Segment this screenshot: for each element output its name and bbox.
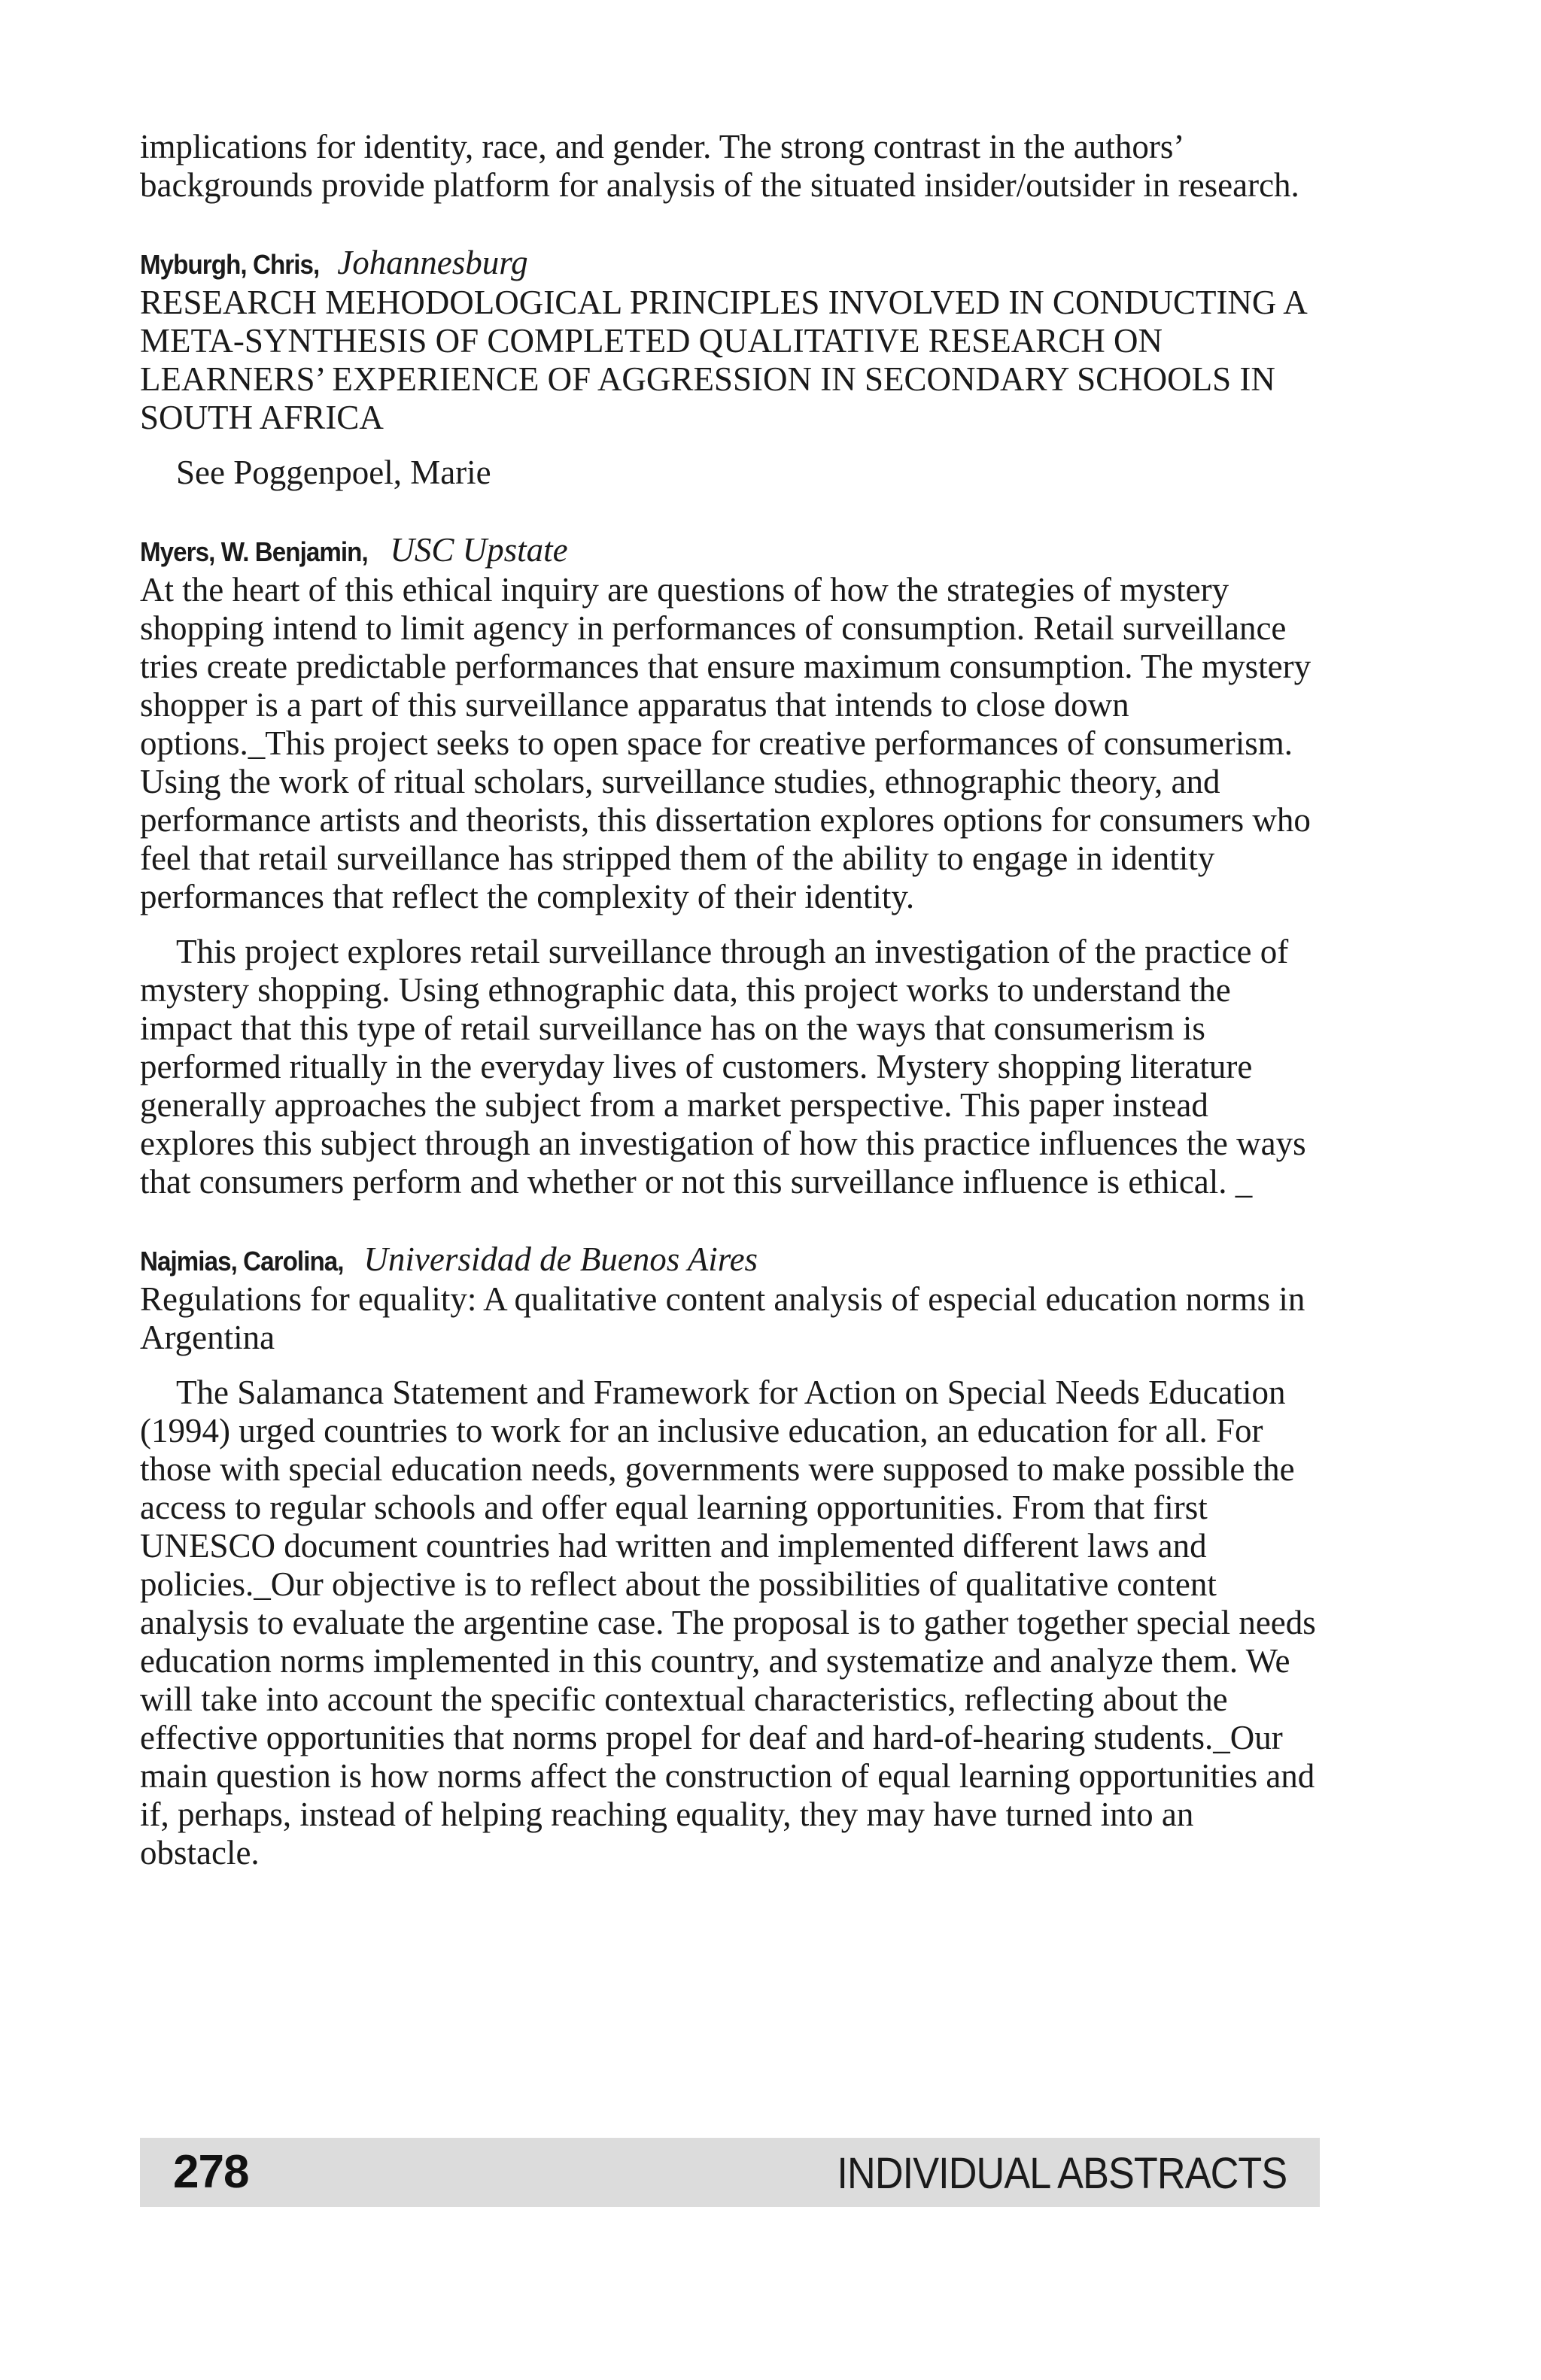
intro-paragraph: implications for identity, race, and gender. The strong contrast in the authors’ backgrounds provide platform for analysis of the situated insider/outsider in research. [140,128,1299,204]
entry-heading [140,531,1321,571]
page-content [140,128,1321,1872]
author-name: Myers, W. Benjamin, [140,536,368,567]
author-affiliation: Johannesburg [337,244,528,281]
author-affiliation: Universidad de Buenos Aires [363,1240,758,1278]
page-footer [140,2138,1320,2207]
abstract-title: Regulations for equality: A qualitative content analysis of especial education norms in Argentina [140,1280,1305,1356]
abstract-paragraph: At the heart of this ethical inquiry are questions of how the strategies of mystery shopping intend to limit agency in performances of consumption. Retail surveillance tries create predictable performances that ensure maximum consumption. The mystery shopper is a part of this surveillance apparatus that intends to close down options._This project seeks to open space for creative performances of consumerism. Using the work of ritual scholars, surveillance studies, ethnographic theory, and performance artists and theorists, this dissertation explores options for consumers who feel that retail surveillance has stripped them of the ability to engage in identity performances that reflect the complexity of their identity. [140,571,1312,915]
entry-heading [140,1240,1321,1280]
see-also-reference: See Poggenpoel, Marie [176,454,491,491]
abstract-paragraph: The Salamanca Statement and Framework for Action on Special Needs Education (1994) urged countries to work for an inclusive education, an education for all. For those with special education needs, governments were supposed to make possible the access to regular schools and offer equal learning opportunities. From that first UNESCO document countries had written and implemented different laws and policies._Our objective is to reflect about the possibilities of qualitative content analysis to evaluate the argentine case. The proposal is to gather together special needs education norms implemented in this country, and systematize and analyze them. We will take into account the specific contextual characteristics, reflecting about the effective opportunities that norms propel for deaf and hard-of-hearing students._Our main question is how norms affect the construction of equal learning opportunities and if, perhaps, instead of helping reaching equality, they may have turned into an obstacle. [140,1374,1316,1872]
abstract-title: RESEARCH MEHODOLOGICAL PRINCIPLES INVOLVED IN CONDUCTING A META-SYNTHESIS OF COMPLETED QUALITATIVE RESEARCH ON LEARNERS’ EXPERIENCE OF AGGRESSION IN SECONDARY SCHOOLS IN SOUTH AFRICA [140,284,1306,436]
author-name: Myburgh, Chris, [140,249,320,280]
author-name: Najmias, Carolina, [140,1246,344,1277]
running-section-title: INDIVIDUAL ABSTRACTS [837,2149,1287,2198]
abstract-paragraph: This project explores retail surveillance through an investigation of the practice of mystery shopping. Using ethnographic data, this project works to understand the impact that this type of retail surveillance has on the ways that consumerism is performed ritually in the everyday lives of customers. Mystery shopping literature generally approaches the subject from a market perspective. This paper instead explores this subject through an investigation of how this practice influences the ways that consumers perform and whether or not this surveillance influence is ethical. _ [140,933,1306,1201]
abstract-entry-myburgh [140,244,1321,492]
abstract-entry-myers [140,531,1321,1201]
entry-heading [140,244,1321,284]
author-affiliation: USC Upstate [390,531,568,569]
abstract-entry-najmias [140,1240,1321,1872]
page-number: 278 [173,2146,249,2198]
